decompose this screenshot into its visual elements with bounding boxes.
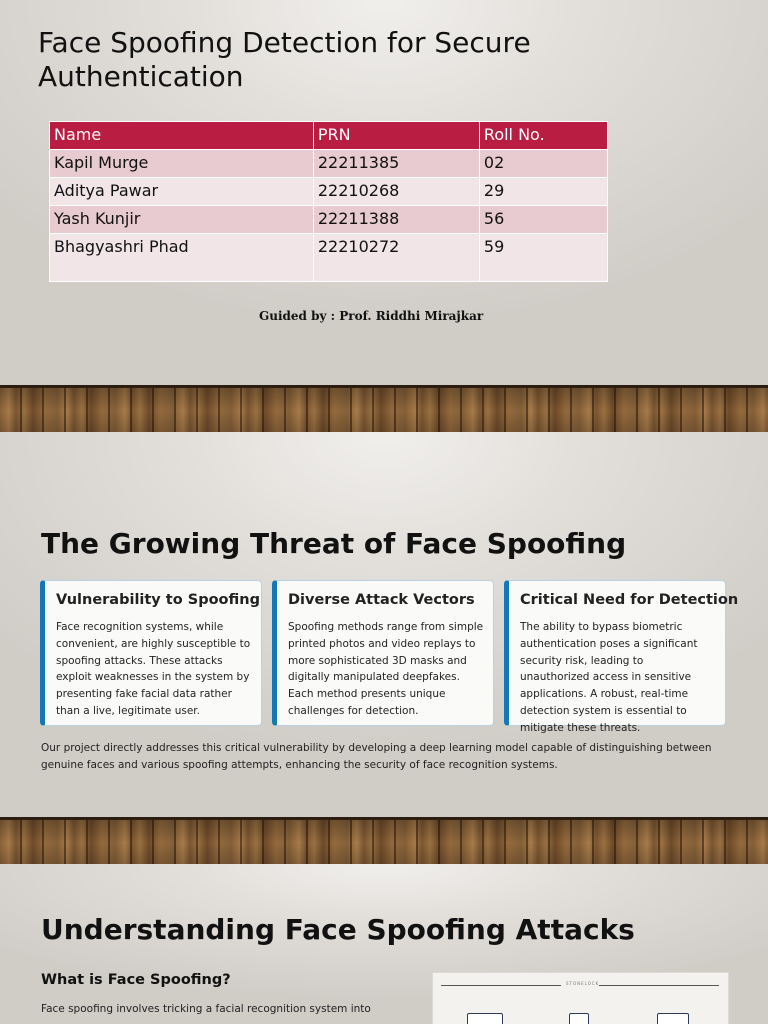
card-text: The ability to bypass biometric authentication poses a significant security risk, leading to unauthorized access in sensitive applications. A robust, real-time detection system is essential to mitigate these threats.	[520, 621, 698, 734]
slide-heading: The Growing Threat of Face Spoofing	[41, 527, 627, 560]
column-header: PRN	[313, 122, 479, 150]
presentation-title: Face Spoofing Detection for Secure Authentication	[38, 26, 531, 93]
wood-floor-divider	[0, 817, 768, 864]
spoofing-illustration	[432, 972, 729, 1024]
slide-threat	[0, 432, 768, 817]
card-vulnerability	[40, 580, 262, 726]
slide-title	[0, 0, 768, 385]
card-critical-need	[504, 580, 739, 734]
section-subtitle: What is Face Spoofing?	[41, 972, 231, 988]
member-prn: 22211388	[313, 206, 479, 234]
table-row	[50, 234, 608, 282]
figure-rule	[441, 985, 561, 986]
wood-floor-divider	[0, 385, 768, 432]
guided-by: Guided by : Prof. Riddhi Mirajkar	[259, 309, 484, 323]
member-roll: 56	[479, 206, 607, 234]
column-header: Name	[50, 122, 314, 150]
body-text: Face spoofing involves tricking a facial recognition system into	[41, 1003, 371, 1015]
card-text: Face recognition systems, while convenient, are highly susceptible to spoofing attacks. These attacks exploit weaknesses in the system by presenting fake facial data rather than a live, legitimate user.	[56, 621, 251, 717]
member-prn: 22210272	[313, 234, 479, 282]
member-name: Yash Kunjir	[50, 206, 314, 234]
member-prn: 22211385	[313, 150, 479, 178]
member-roll: 29	[479, 178, 607, 206]
card-title: Vulnerability to Spoofing	[56, 592, 260, 608]
figure-rule	[599, 985, 719, 986]
id-card-icon	[467, 1013, 503, 1024]
member-prn: 22210268	[313, 178, 479, 206]
slide-understanding	[0, 864, 768, 1024]
table-row	[50, 206, 608, 234]
member-name: Bhagyashri Phad	[50, 234, 314, 282]
member-roll: 59	[479, 234, 607, 282]
card-attack-vectors	[272, 580, 494, 726]
card-text: Spoofing methods range from simple printed photos and video replays to more sophisticated 3D masks and digitally manipulated deepfakes. Each method presents unique challenges for detection.	[288, 621, 484, 717]
member-roll: 02	[479, 150, 607, 178]
device-icon	[657, 1013, 689, 1024]
column-header: Roll No.	[479, 122, 607, 150]
team-members-table	[49, 121, 608, 282]
table-row	[50, 178, 608, 206]
slide-heading: Understanding Face Spoofing Attacks	[41, 913, 635, 946]
card-title: Critical Need for Detection	[520, 592, 739, 608]
member-name: Kapil Murge	[50, 150, 314, 178]
table-header-row	[50, 122, 608, 150]
card-title: Diverse Attack Vectors	[288, 592, 475, 608]
table-row	[50, 150, 608, 178]
member-name: Aditya Pawar	[50, 178, 314, 206]
figure-label: STONELOCK	[566, 981, 600, 986]
phone-icon	[569, 1013, 589, 1024]
summary-text: Our project directly addresses this critical vulnerability by developing a deep learning model capable of distinguishing between genuine faces and various spoofing attempts, enhancing the security of face recognition systems.	[41, 742, 712, 771]
